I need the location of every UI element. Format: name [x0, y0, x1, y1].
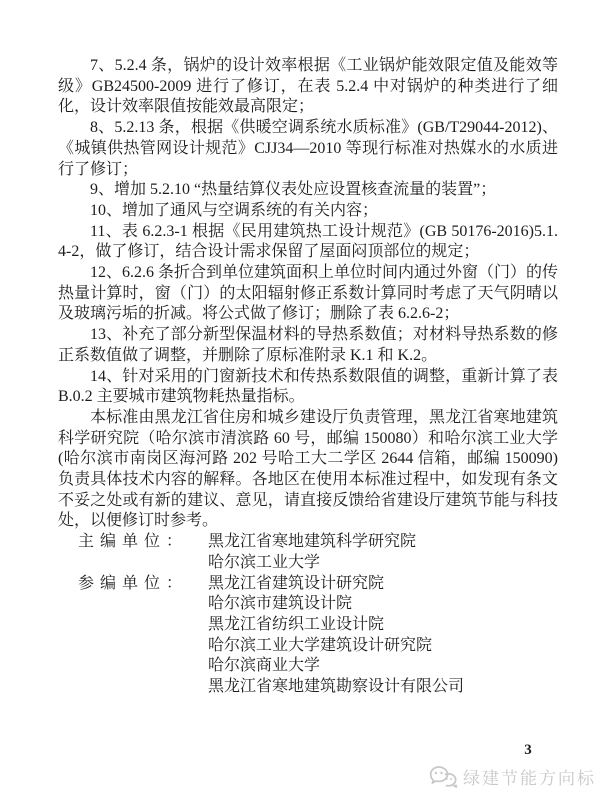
watermark-text: 绿建节能方向标: [463, 769, 596, 788]
chief-editor-unit: 哈尔滨工业大学: [208, 553, 321, 571]
editors-section: [58, 532, 558, 698]
participating-editor-unit: 黑龙江省纺织工业设计院: [208, 615, 385, 633]
watermark: [429, 764, 596, 789]
participating-editor-row: [58, 594, 558, 615]
paragraph-item-9: 9、增加 5.2.10 “热量结算仪表处应设置核查流量的装置”；: [90, 181, 497, 199]
participating-editor-row: [58, 677, 558, 698]
paragraph-item-13: 13、补充了部分新型保温材料的导热系数值；对材料导热系数的修正系数值做了调整，并删除了原标准附录 K.1 和 K.2。: [58, 326, 558, 364]
chief-editor-unit: 黑龙江省寒地建筑科学研究院: [208, 533, 417, 551]
participating-editor-row: [58, 636, 558, 657]
participating-editor-unit: 黑龙江省寒地建筑勘察设计有限公司: [208, 678, 465, 696]
participating-editor-unit: 哈尔滨市建筑设计院: [208, 595, 353, 613]
paragraph-item-8: 8、5.2.13 条，根据《供暖空调系统水质标准》(GB/T29044-2012)、《城镇供热管网设计规范》CJJ34—2010 等现行标准对热媒水的水质进行了修订；: [58, 119, 558, 178]
paragraph-item-12: 12、6.2.6 条折合到单位建筑面积上单位时间内通过外窗（门）的传热量计算时，窗（门）的太阳辐射修正系数计算同时考虑了天气阴晴以及玻璃污垢的折减。将公式做了修订；删除了表 6.2.6-2；: [58, 264, 559, 323]
participating-editor-unit: 黑龙江省建筑设计研究院: [208, 574, 385, 592]
paragraph-item-14: 14、针对采用的门窗新技术和传热系数限值的调整，重新计算了表 B.0.2 主要城市建筑物耗热量指标。: [58, 367, 558, 406]
participating-editor-row: [58, 656, 558, 677]
chief-editor-label: 主编单位：: [78, 533, 189, 551]
participating-editor-unit: 哈尔滨工业大学建筑设计研究院: [208, 636, 433, 654]
participating-editor-label: 参编单位：: [78, 574, 189, 592]
participating-editor-row: [58, 574, 558, 595]
page-body: [58, 56, 558, 698]
paragraph-management: 本标准由黑龙江省住房和城乡建设厅负责管理，黑龙江省寒地建筑科学研究院（哈尔滨市清滨路 60 号，邮编 150080）和哈尔滨工业大学(哈尔滨市南岗区海河路 202 号哈工大二学区 2644 信箱，邮编 150090)负责具体技术内容的解释。各地区在使用本标准过程中，如发现有条文不妥之处或有新的建议、意见，请直接反馈给省建设厅建筑节能与科技处，以便修订时参考。: [58, 408, 558, 530]
paragraph-item-10: 10、增加了通风与空调系统的有关内容；: [90, 201, 379, 219]
participating-editor-row: [58, 615, 558, 636]
chief-editor-row: [58, 532, 558, 553]
wechat-icon: [429, 765, 458, 789]
paragraph-item-7: 7、5.2.4 条，锅炉的设计效率根据《工业锅炉能效限定值及能效等级》GB24500-2009 进行了修订，在表 5.2.4 中对锅炉的种类进行了细化，设计效率限值按能效最高限定；: [58, 57, 558, 116]
chief-editor-row: [58, 553, 558, 574]
page-number: 3: [524, 742, 532, 758]
participating-editor-unit: 哈尔滨商业大学: [208, 657, 321, 675]
paragraph-item-11: 11、表 6.2.3-1 根据《民用建筑热工设计规范》(GB 50176-2016)5.1.4-2，做了修订，结合设计需求保留了屋面闷顶部位的规定；: [58, 222, 558, 261]
